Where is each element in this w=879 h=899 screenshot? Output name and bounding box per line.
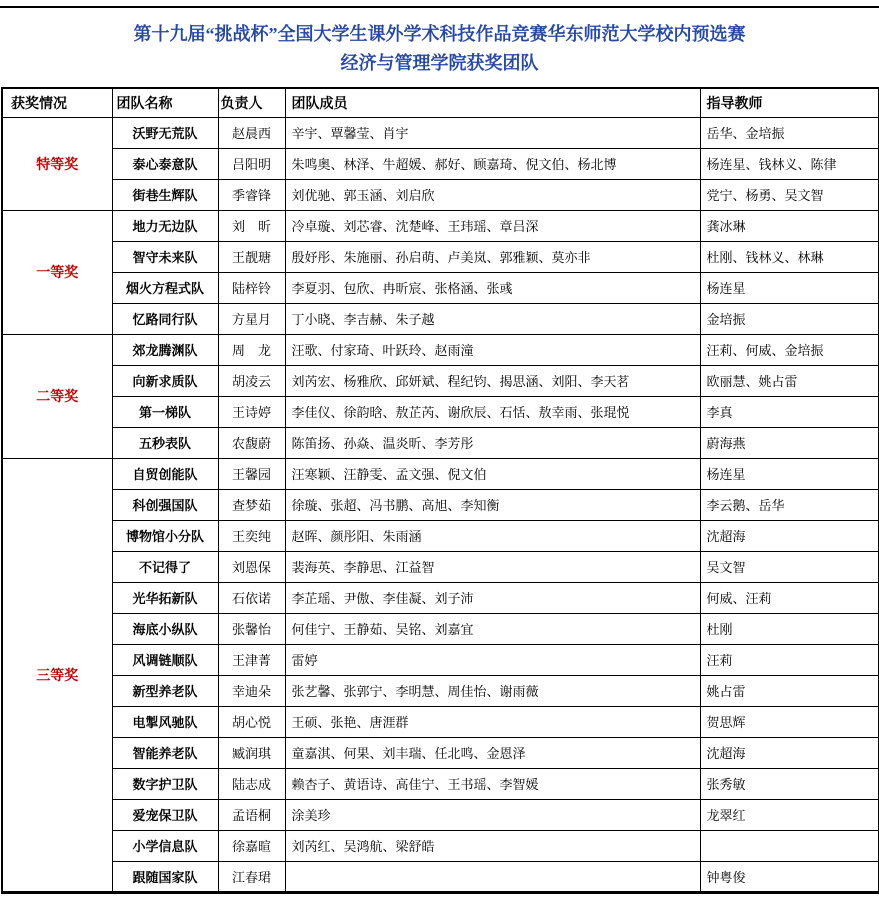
advisor-list-cell: 沈超海 [700, 737, 879, 768]
leader-cell: 石依诺 [218, 582, 285, 613]
leader-cell: 胡凌云 [218, 365, 285, 396]
member-list-cell: 童嘉淇、何果、刘丰瑞、任北鸣、金恩泽 [285, 737, 700, 768]
team-name-cell: 智能养老队 [112, 737, 218, 768]
leader-cell: 王津菁 [218, 644, 285, 675]
leader-cell: 季睿锋 [218, 179, 285, 210]
member-list-cell: 刘优驰、郭玉涵、刘启欣 [285, 179, 700, 210]
leader-cell: 徐嘉暄 [218, 830, 285, 861]
advisor-list-cell [700, 830, 879, 861]
team-name-cell: 数字护卫队 [112, 768, 218, 799]
team-name-cell: 五秒表队 [112, 427, 218, 458]
member-list-cell: 殷妤彤、朱施丽、孙启萌、卢美岚、郭雅颖、莫亦非 [285, 241, 700, 272]
advisor-list-cell: 党宁、杨勇、吴文智 [700, 179, 879, 210]
member-list-cell: 赵晖、颜彤阳、朱雨涵 [285, 520, 700, 551]
advisor-list-cell: 欧丽慧、姚占雷 [700, 365, 879, 396]
advisor-list-cell: 龙翠红 [700, 799, 879, 830]
member-list-cell: 涂美珍 [285, 799, 700, 830]
award-label: 三等奖 [2, 458, 112, 892]
advisor-list-cell: 蔚海燕 [700, 427, 879, 458]
member-list-cell: 刘芮宏、杨雅欣、邱妍斌、程纪钧、揭思涵、刘阳、李天茗 [285, 365, 700, 396]
advisor-list-cell: 杨连星 [700, 458, 879, 489]
leader-cell: 周 龙 [218, 334, 285, 365]
team-name-cell: 科创强国队 [112, 489, 218, 520]
table-header-row [2, 88, 879, 117]
advisor-list-cell: 杜刚 [700, 613, 879, 644]
table-row [2, 582, 879, 613]
table-row [2, 117, 879, 148]
team-name-cell: 海底小纵队 [112, 613, 218, 644]
advisor-list-cell: 钟粤俊 [700, 861, 879, 892]
team-name-cell: 向新求质队 [112, 365, 218, 396]
leader-cell: 陆志成 [218, 768, 285, 799]
table-row [2, 272, 879, 303]
member-list-cell: 陈笛扬、孙焱、温炎昕、李芳彤 [285, 427, 700, 458]
table-row [2, 489, 879, 520]
table-body [2, 117, 879, 892]
member-list-cell: 雷婷 [285, 644, 700, 675]
leader-cell: 王奕纯 [218, 520, 285, 551]
table-row [2, 365, 879, 396]
member-list-cell: 汪寒颖、汪静雯、孟文强、倪文伯 [285, 458, 700, 489]
advisor-list-cell: 汪莉 [700, 644, 879, 675]
advisor-list-cell: 岳华、金培振 [700, 117, 879, 148]
advisor-list-cell: 龚冰琳 [700, 210, 879, 241]
advisor-list-cell: 张秀敏 [700, 768, 879, 799]
team-name-cell: 小学信息队 [112, 830, 218, 861]
leader-cell: 王靓瑭 [218, 241, 285, 272]
award-label: 一等奖 [2, 210, 112, 334]
team-name-cell: 自贸创能队 [112, 458, 218, 489]
award-table [1, 87, 879, 894]
leader-cell: 查梦茹 [218, 489, 285, 520]
advisor-list-cell: 李真 [700, 396, 879, 427]
table-row [2, 551, 879, 582]
award-label: 二等奖 [2, 334, 112, 458]
table-row [2, 179, 879, 210]
leader-cell: 刘恩保 [218, 551, 285, 582]
advisor-list-cell: 杨连星 [700, 272, 879, 303]
member-list-cell: 李芷瑶、尹傲、李佳凝、刘子沛 [285, 582, 700, 613]
leader-cell: 赵晨西 [218, 117, 285, 148]
member-list-cell: 王硕、张艳、唐涯群 [285, 706, 700, 737]
leader-cell: 幸迪朵 [218, 675, 285, 706]
member-list-cell: 李佳仪、徐韵晗、敖芷芮、谢欣辰、石恬、敖幸雨、张琨悦 [285, 396, 700, 427]
team-name-cell: 博物馆小分队 [112, 520, 218, 551]
leader-cell: 吕阳明 [218, 148, 285, 179]
header-award-status: 获奖情况 [2, 88, 112, 117]
leader-cell: 江春珺 [218, 861, 285, 892]
team-name-cell: 风调链顺队 [112, 644, 218, 675]
leader-cell: 孟语桐 [218, 799, 285, 830]
advisor-list-cell: 杨连星、钱林义、陈律 [700, 148, 879, 179]
leader-cell: 方星月 [218, 303, 285, 334]
team-name-cell: 新型养老队 [112, 675, 218, 706]
advisor-list-cell: 何威、汪莉 [700, 582, 879, 613]
advisor-list-cell: 李云鹅、岳华 [700, 489, 879, 520]
table-row [2, 210, 879, 241]
table-row [2, 148, 879, 179]
team-name-cell: 地力无边队 [112, 210, 218, 241]
leader-cell: 农馥蔚 [218, 427, 285, 458]
table-row [2, 830, 879, 861]
team-name-cell: 烟火方程式队 [112, 272, 218, 303]
table-row [2, 799, 879, 830]
team-name-cell: 郊龙腾渊队 [112, 334, 218, 365]
team-name-cell: 跟随国家队 [112, 861, 218, 892]
advisor-list-cell: 吴文智 [700, 551, 879, 582]
top-divider [0, 6, 879, 8]
advisor-list-cell: 杜刚、钱林义、林琳 [700, 241, 879, 272]
leader-cell: 陆梓铃 [218, 272, 285, 303]
header-team-name: 团队名称 [112, 88, 218, 117]
advisor-list-cell: 姚占雷 [700, 675, 879, 706]
advisor-list-cell: 贺思辉 [700, 706, 879, 737]
table-row [2, 675, 879, 706]
table-row [2, 303, 879, 334]
team-name-cell: 爱宠保卫队 [112, 799, 218, 830]
header-members: 团队成员 [285, 88, 700, 117]
leader-cell: 王诗婷 [218, 396, 285, 427]
member-list-cell: 冷卓璇、刘芯睿、沈楚峰、王玮瑶、章吕深 [285, 210, 700, 241]
table-row [2, 737, 879, 768]
table-row [2, 241, 879, 272]
member-list-cell: 李夏羽、包欣、冉昕宸、张格涵、张彧 [285, 272, 700, 303]
title-line-1: 第十九届“挑战杯”全国大学生课外学术科技作品竞赛华东师范大学校内预选赛 [133, 24, 746, 44]
team-name-cell: 第一梯队 [112, 396, 218, 427]
member-list-cell: 张艺馨、张郭宁、李明慧、周佳怡、谢雨薇 [285, 675, 700, 706]
table-row [2, 861, 879, 892]
award-label: 特等奖 [2, 117, 112, 210]
member-list-cell [285, 861, 700, 892]
advisor-list-cell: 金培振 [700, 303, 879, 334]
title-line-2: 经济与管理学院获奖团队 [340, 53, 539, 73]
table-row [2, 427, 879, 458]
member-list-cell: 徐璇、张超、冯书鹏、高旭、李知衡 [285, 489, 700, 520]
team-name-cell: 忆路同行队 [112, 303, 218, 334]
header-advisors: 指导教师 [700, 88, 879, 117]
leader-cell: 臧润琪 [218, 737, 285, 768]
table-row [2, 644, 879, 675]
member-list-cell: 何佳宁、王静茹、吴铭、刘嘉宜 [285, 613, 700, 644]
team-name-cell: 智守未来队 [112, 241, 218, 272]
member-list-cell: 刘芮红、吴鸿航、梁舒皓 [285, 830, 700, 861]
table-row [2, 768, 879, 799]
team-name-cell: 不记得了 [112, 551, 218, 582]
leader-cell: 张馨怡 [218, 613, 285, 644]
team-name-cell: 街巷生辉队 [112, 179, 218, 210]
table-row [2, 396, 879, 427]
table-row [2, 520, 879, 551]
leader-cell: 王馨园 [218, 458, 285, 489]
member-list-cell: 丁小晓、李吉赫、朱子越 [285, 303, 700, 334]
team-name-cell: 光华拓新队 [112, 582, 218, 613]
table-row [2, 458, 879, 489]
member-list-cell: 赖杏子、黄语诗、高佳宁、王书瑶、李智媛 [285, 768, 700, 799]
member-list-cell: 裴海英、李静思、江益智 [285, 551, 700, 582]
advisor-list-cell: 沈超海 [700, 520, 879, 551]
leader-cell: 胡心悦 [218, 706, 285, 737]
table-row [2, 706, 879, 737]
header-leader: 负责人 [218, 88, 285, 117]
leader-cell: 刘 昕 [218, 210, 285, 241]
member-list-cell: 辛宇、覃馨莹、肖宇 [285, 117, 700, 148]
advisor-list-cell: 汪莉、何威、金培振 [700, 334, 879, 365]
team-name-cell: 沃野无荒队 [112, 117, 218, 148]
member-list-cell: 朱鸣奥、林泽、牛超媛、郝好、顾嘉琦、倪文伯、杨北博 [285, 148, 700, 179]
team-name-cell: 电掣风驰队 [112, 706, 218, 737]
document-title [0, 0, 879, 78]
table-row [2, 334, 879, 365]
member-list-cell: 汪歌、付家琦、叶跃玲、赵雨潼 [285, 334, 700, 365]
table-row [2, 613, 879, 644]
team-name-cell: 泰心泰意队 [112, 148, 218, 179]
